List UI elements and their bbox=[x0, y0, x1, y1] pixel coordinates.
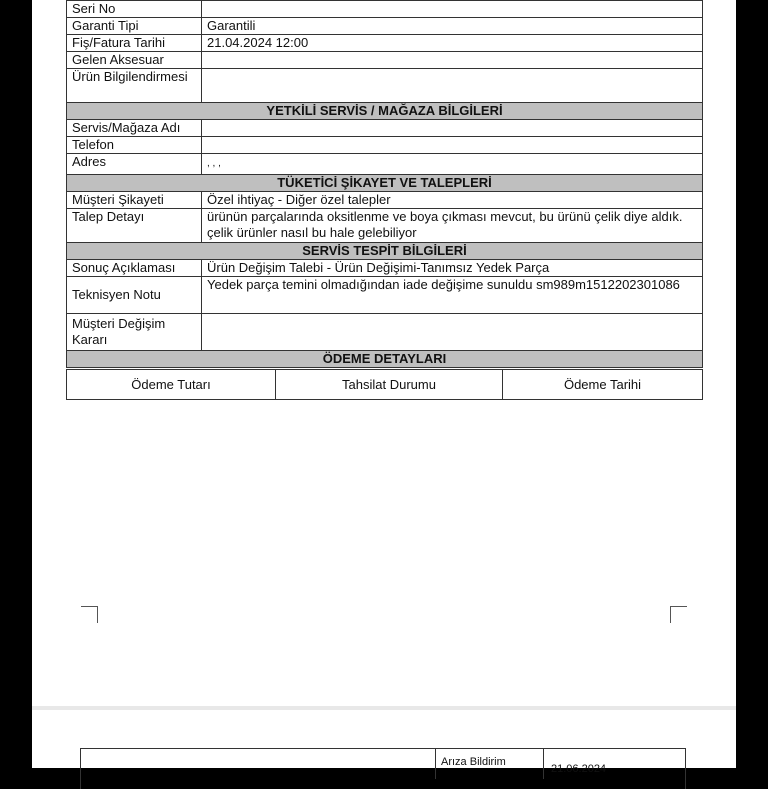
field-value bbox=[202, 120, 703, 137]
section-title: ÖDEME DETAYLARI bbox=[67, 351, 703, 368]
payment-amount-header: Ödeme Tutarı bbox=[67, 370, 276, 400]
field-label: Gelen Aksesuar bbox=[67, 52, 202, 69]
payment-table bbox=[66, 369, 703, 400]
table-row bbox=[67, 209, 703, 243]
payment-date-header: Ödeme Tarihi bbox=[503, 370, 703, 400]
table-row bbox=[67, 260, 703, 277]
table-row bbox=[67, 1, 703, 18]
field-label: Seri No bbox=[67, 1, 202, 18]
field-label: Garanti Tipi bbox=[67, 18, 202, 35]
fault-report-label: Arıza Bildirim bbox=[441, 756, 506, 768]
table-row bbox=[67, 370, 703, 400]
field-label: Adres bbox=[67, 154, 202, 175]
table-row bbox=[67, 137, 703, 154]
document-page-2 bbox=[32, 710, 736, 775]
field-label: Müşteri Şikayeti bbox=[67, 192, 202, 209]
divider bbox=[435, 749, 436, 779]
divider bbox=[543, 749, 544, 779]
crop-mark-left bbox=[81, 606, 98, 623]
field-label: Telefon bbox=[67, 137, 202, 154]
table-row bbox=[67, 18, 703, 35]
field-value: ürünün parçalarında oksitlenme ve boya çıkması mevcut, bu ürünü çelik diye aldık. çelik ürünler nasıl bu hale gelebiliyor bbox=[202, 209, 703, 243]
field-label: Fiş/Fatura Tarihi bbox=[67, 35, 202, 52]
field-value bbox=[202, 52, 703, 69]
collection-status-header: Tahsilat Durumu bbox=[276, 370, 503, 400]
field-value: , , , bbox=[202, 154, 703, 175]
section-header-payment bbox=[67, 351, 703, 368]
field-label: Sonuç Açıklaması bbox=[67, 260, 202, 277]
section-title: YETKİLİ SERVİS / MAĞAZA BİLGİLERİ bbox=[67, 103, 703, 120]
field-value: Özel ihtiyaç - Diğer özel talepler bbox=[202, 192, 703, 209]
page2-table bbox=[80, 748, 686, 789]
field-value: 21.04.2024 12:00 bbox=[202, 35, 703, 52]
crop-mark-right bbox=[670, 606, 687, 623]
section-title: SERVİS TESPİT BİLGİLERİ bbox=[67, 243, 703, 260]
table-row bbox=[67, 120, 703, 137]
field-label: Ürün Bilgilendirmesi bbox=[67, 69, 202, 103]
section-header-complaint bbox=[67, 175, 703, 192]
section-header-diagnosis bbox=[67, 243, 703, 260]
section-title: TÜKETİCİ ŞİKAYET VE TALEPLERİ bbox=[67, 175, 703, 192]
field-value bbox=[202, 69, 703, 103]
table-row bbox=[67, 192, 703, 209]
table-row bbox=[67, 277, 703, 314]
field-value bbox=[202, 1, 703, 18]
field-label: Müşteri Değişim Kararı bbox=[67, 314, 202, 351]
field-label: Teknisyen Notu bbox=[67, 277, 202, 314]
field-value bbox=[202, 137, 703, 154]
table-row bbox=[67, 52, 703, 69]
field-value: Ürün Değişim Talebi - Ürün Değişimi-Tanımsız Yedek Parça bbox=[202, 260, 703, 277]
field-value: Garantili bbox=[202, 18, 703, 35]
document-page bbox=[32, 0, 736, 706]
fault-report-date: 21.06.2024 bbox=[551, 763, 607, 775]
table-row bbox=[67, 154, 703, 175]
table-row bbox=[67, 35, 703, 52]
field-label: Servis/Mağaza Adı bbox=[67, 120, 202, 137]
table-row bbox=[67, 314, 703, 351]
service-form-table bbox=[66, 0, 703, 368]
field-value: Yedek parça temini olmadığından iade değişime sunuldu sm989m1512202301086 bbox=[202, 277, 703, 314]
field-value bbox=[202, 314, 703, 351]
field-label: Talep Detayı bbox=[67, 209, 202, 243]
section-header-service bbox=[67, 103, 703, 120]
table-row bbox=[67, 69, 703, 103]
